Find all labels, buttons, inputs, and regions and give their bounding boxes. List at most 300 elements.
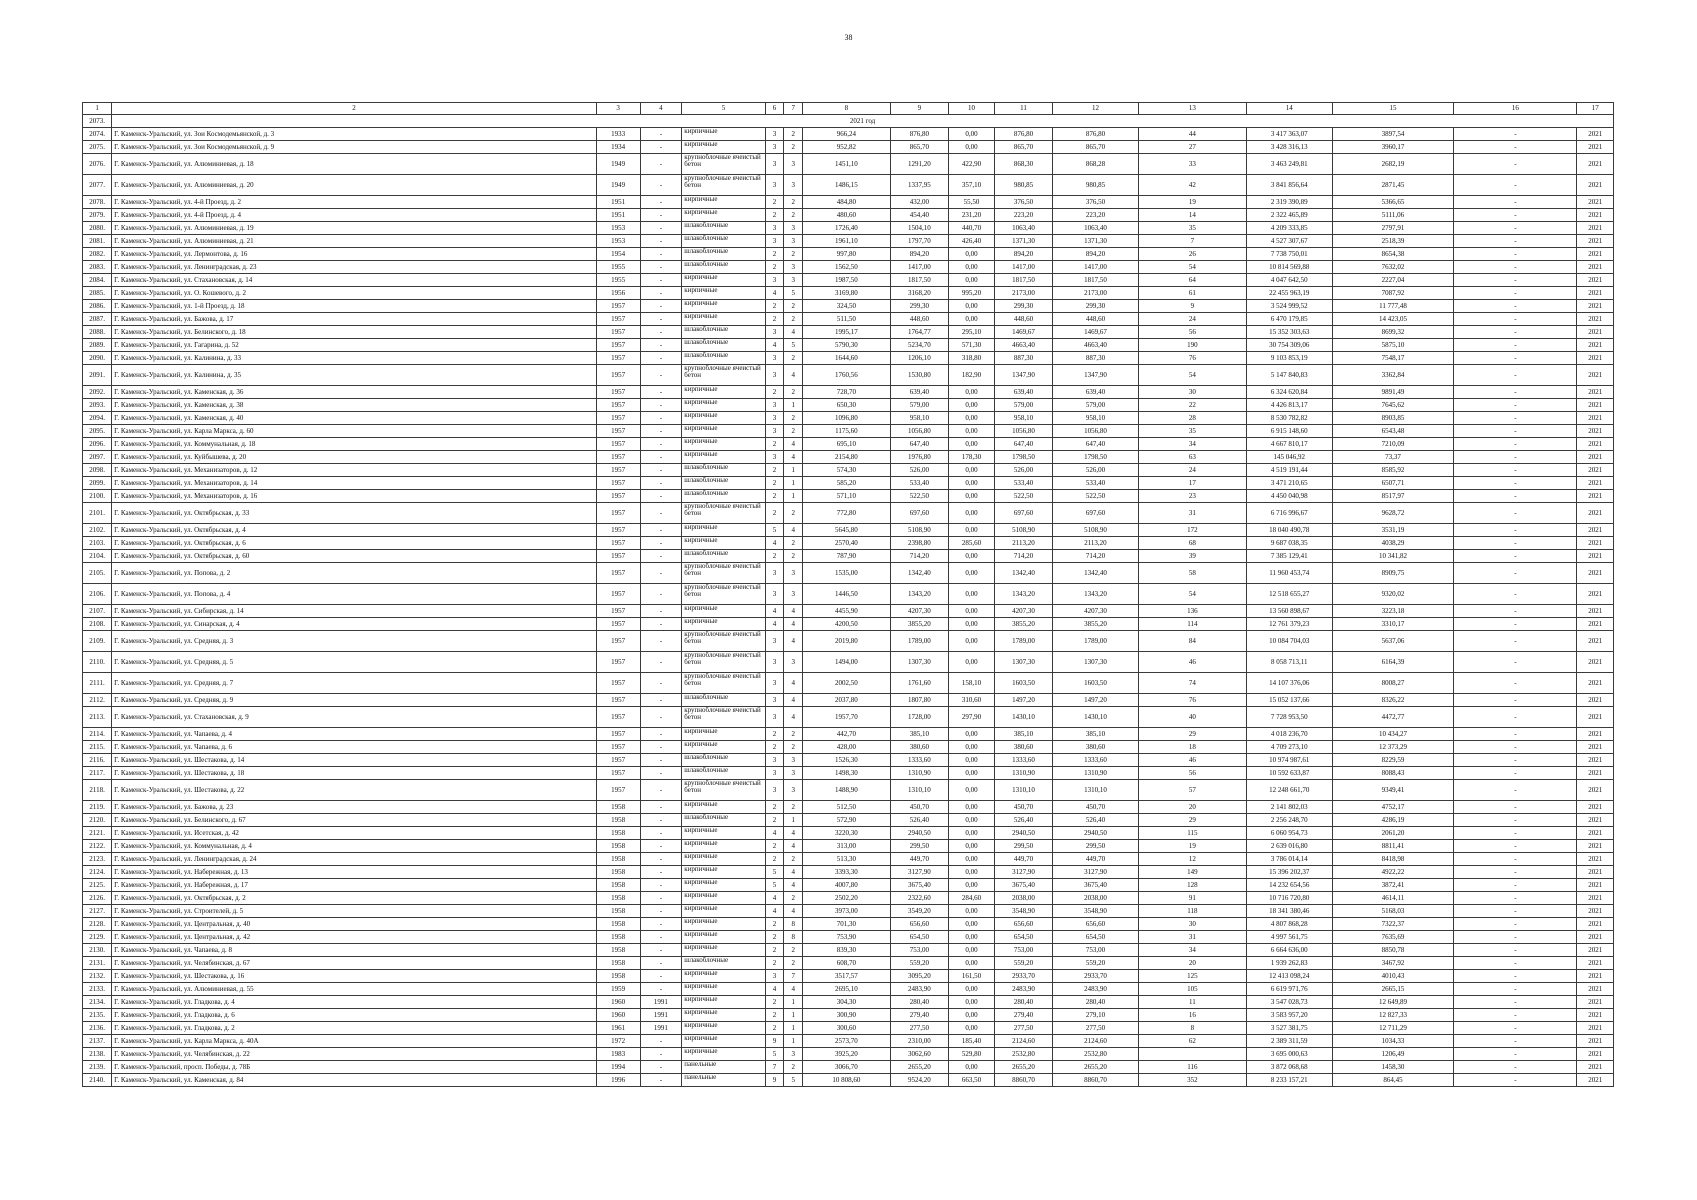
cell-floors: 2 — [765, 996, 784, 1009]
cell-address: Г. Каменск-Уральский, ул. Средняя, д. 5 — [112, 652, 597, 673]
cell-plan-year: 2021 — [1577, 694, 1614, 707]
cell-plan-year: 2021 — [1577, 767, 1614, 780]
cell-residential-area-owned: 1056,80 — [1053, 425, 1138, 438]
cell-living-area: 2940,50 — [890, 827, 948, 840]
cell-total-area: 650,30 — [803, 399, 891, 412]
cell-nonresidential-area: 178,30 — [949, 451, 995, 464]
cell-plan-year: 2021 — [1577, 1048, 1614, 1061]
cell-total-area: 2154,80 — [803, 451, 891, 464]
cell-cost-per-sqm: 8850,78 — [1332, 944, 1454, 957]
cell-row-number: 2128. — [83, 918, 112, 931]
cell-year-built: 1957 — [596, 780, 640, 801]
table-row — [83, 141, 1614, 154]
cell-residential-area: 448,60 — [994, 313, 1052, 326]
cell-total-area: 3169,80 — [803, 287, 891, 300]
cell-total-area: 1644,60 — [803, 352, 891, 365]
table-row — [83, 235, 1614, 248]
cell-plan-year: 2021 — [1577, 801, 1614, 814]
cell-residential-area: 526,40 — [994, 814, 1052, 827]
cell-residential-area: 449,70 — [994, 853, 1052, 866]
cell-living-area: 656,60 — [890, 918, 948, 931]
cell-residential-area-owned: 1798,50 — [1053, 451, 1138, 464]
cell-plan-year: 2021 — [1577, 905, 1614, 918]
cell-entrances: 3 — [784, 235, 803, 248]
cell-deadline-note: - — [1454, 209, 1577, 222]
cell-entrances: 4 — [784, 438, 803, 451]
cell-cost-per-sqm: 14 423,05 — [1332, 313, 1454, 326]
cell-year-reconstruction: - — [640, 209, 682, 222]
cell-nonresidential-area: 0,00 — [949, 827, 995, 840]
cell-floors: 4 — [765, 983, 784, 996]
cell-wall-material: кирпичные — [682, 605, 765, 618]
table-row — [83, 274, 1614, 287]
table-row — [83, 300, 1614, 313]
cell-wall-material: крупноблочные ячеистый бетон — [682, 652, 765, 673]
cell-row-number: 2121. — [83, 827, 112, 840]
cell-plan-year: 2021 — [1577, 563, 1614, 584]
cell-residential-area-owned: 8860,70 — [1053, 1074, 1138, 1087]
cell-row-number: 2083. — [83, 261, 112, 274]
cell-address: Г. Каменск-Уральский, ул. Стахановская, д. 9 — [112, 707, 597, 728]
cell-wall-material: кирпичные — [682, 840, 765, 853]
cell-nonresidential-area: 0,00 — [949, 866, 995, 879]
cell-nonresidential-area: 571,30 — [949, 339, 995, 352]
cell-floors: 2 — [765, 464, 784, 477]
cell-total-area: 313,00 — [803, 840, 891, 853]
table-row — [83, 631, 1614, 652]
cell-wall-material: шлакоблочные — [682, 814, 765, 827]
cell-plan-year: 2021 — [1577, 853, 1614, 866]
column-number-cell: 2 — [112, 103, 597, 115]
cell-cost-per-sqm: 8903,85 — [1332, 412, 1454, 425]
cell-cost-per-sqm: 8517,97 — [1332, 490, 1454, 503]
cell-nonresidential-area: 0,00 — [949, 524, 995, 537]
cell-living-area: 1307,30 — [890, 652, 948, 673]
cell-total-area: 1488,90 — [803, 780, 891, 801]
cell-entrances: 1 — [784, 1035, 803, 1048]
cell-residents: 19 — [1138, 196, 1246, 209]
cell-wall-material: шлакоблочные — [682, 261, 765, 274]
cell-year-built: 1958 — [596, 918, 640, 931]
cell-deadline-note: - — [1454, 827, 1577, 840]
cell-wall-material: шлакоблочные — [682, 767, 765, 780]
cell-plan-year: 2021 — [1577, 918, 1614, 931]
cell-living-area: 1817,50 — [890, 274, 948, 287]
cell-residential-area-owned: 299,50 — [1053, 840, 1138, 853]
cell-entrances: 2 — [784, 141, 803, 154]
cell-plan-year: 2021 — [1577, 840, 1614, 853]
cell-wall-material: шлакоблочные — [682, 754, 765, 767]
cell-living-area: 865,70 — [890, 141, 948, 154]
cell-year-built: 1957 — [596, 673, 640, 694]
cell-deadline-note: - — [1454, 957, 1577, 970]
cell-deadline-note: - — [1454, 905, 1577, 918]
cell-floors: 3 — [765, 584, 784, 605]
cell-floors: 3 — [765, 673, 784, 694]
cell-deadline-note: - — [1454, 563, 1577, 584]
cell-year-reconstruction: 1991 — [640, 1009, 682, 1022]
cell-residential-area-owned: 894,20 — [1053, 248, 1138, 261]
cell-living-area: 3549,20 — [890, 905, 948, 918]
cell-address: Г. Каменск-Уральский, ул. Центральная, д. 40 — [112, 918, 597, 931]
cell-plan-year: 2021 — [1577, 631, 1614, 652]
cell-total-area: 1957,70 — [803, 707, 891, 728]
cell-cost-per-sqm: 8008,27 — [1332, 673, 1454, 694]
cell-address: Г. Каменск-Уральский, ул. Белинского, д. 18 — [112, 326, 597, 339]
cell-year-built: 1959 — [596, 983, 640, 996]
cell-wall-material: крупноблочные ячеистый бетон — [682, 780, 765, 801]
table-row — [83, 728, 1614, 741]
cell-plan-year: 2021 — [1577, 741, 1614, 754]
cell-residents: 54 — [1138, 584, 1246, 605]
cell-plan-year: 2021 — [1577, 1061, 1614, 1074]
cell-address: Г. Каменск-Уральский, ул. Челябинская, д. 67 — [112, 957, 597, 970]
cell-total-area: 3973,00 — [803, 905, 891, 918]
cell-nonresidential-area: 0,00 — [949, 840, 995, 853]
cell-year-reconstruction: - — [640, 605, 682, 618]
cell-residential-area-owned: 299,30 — [1053, 300, 1138, 313]
cell-address: Г. Каменск-Уральский, ул. Ленинградская, д. 24 — [112, 853, 597, 866]
cell-row-number: 2122. — [83, 840, 112, 853]
cell-address: Г. Каменск-Уральский, ул. Каменская, д. 36 — [112, 386, 597, 399]
cell-address: Г. Каменск-Уральский, ул. Шестакова, д. 22 — [112, 780, 597, 801]
cell-nonresidential-area: 0,00 — [949, 605, 995, 618]
cell-residential-area: 1798,50 — [994, 451, 1052, 464]
cell-address: Г. Каменск-Уральский, ул. Механизаторов, д. 14 — [112, 477, 597, 490]
cell-nonresidential-area: 0,00 — [949, 996, 995, 1009]
cell-year-reconstruction: - — [640, 386, 682, 399]
cell-year-built: 1957 — [596, 707, 640, 728]
cell-living-area: 522,50 — [890, 490, 948, 503]
cell-address: Г. Каменск-Уральский, ул. Лермонтова, д. 16 — [112, 248, 597, 261]
cell-floors: 2 — [765, 313, 784, 326]
cell-living-area: 1056,80 — [890, 425, 948, 438]
cell-nonresidential-area: 529,80 — [949, 1048, 995, 1061]
cell-wall-material: кирпичные — [682, 209, 765, 222]
table-row — [83, 209, 1614, 222]
cell-deadline-note: - — [1454, 537, 1577, 550]
cell-total-area: 4455,90 — [803, 605, 891, 618]
cell-deadline-note: - — [1454, 365, 1577, 386]
cell-repair-cost: 4 807 868,28 — [1247, 918, 1332, 931]
cell-repair-cost: 6 060 954,73 — [1247, 827, 1332, 840]
cell-nonresidential-area: 0,00 — [949, 957, 995, 970]
cell-cost-per-sqm: 4038,29 — [1332, 537, 1454, 550]
cell-address: Г. Каменск-Уральский, ул. 1-й Проезд, д. 18 — [112, 300, 597, 313]
cell-wall-material: кирпичные — [682, 196, 765, 209]
cell-wall-material: кирпичные — [682, 313, 765, 326]
cell-deadline-note: - — [1454, 175, 1577, 196]
table-row — [83, 339, 1614, 352]
cell-entrances: 2 — [784, 352, 803, 365]
cell-year-reconstruction: 1991 — [640, 1022, 682, 1035]
cell-residents: 118 — [1138, 905, 1246, 918]
cell-deadline-note: - — [1454, 1061, 1577, 1074]
cell-living-area: 5108,90 — [890, 524, 948, 537]
cell-residential-area: 1343,20 — [994, 584, 1052, 605]
cell-cost-per-sqm: 10 434,27 — [1332, 728, 1454, 741]
cell-repair-cost: 15 396 202,37 — [1247, 866, 1332, 879]
cell-deadline-note: - — [1454, 931, 1577, 944]
cell-residential-area-owned: 3548,90 — [1053, 905, 1138, 918]
cell-wall-material: шлакоблочные — [682, 222, 765, 235]
cell-repair-cost: 1 939 262,83 — [1247, 957, 1332, 970]
cell-cost-per-sqm: 2665,15 — [1332, 983, 1454, 996]
cell-wall-material: кирпичные — [682, 451, 765, 464]
table-row — [83, 248, 1614, 261]
cell-floors: 4 — [765, 892, 784, 905]
cell-residents: 12 — [1138, 853, 1246, 866]
cell-residential-area: 2173,00 — [994, 287, 1052, 300]
cell-total-area: 2695,10 — [803, 983, 891, 996]
cell-entrances: 3 — [784, 652, 803, 673]
table-row — [83, 128, 1614, 141]
table-row — [83, 1009, 1614, 1022]
cell-total-area: 997,80 — [803, 248, 891, 261]
cell-wall-material: кирпичные — [682, 438, 765, 451]
cell-wall-material: шлакоблочные — [682, 248, 765, 261]
cell-repair-cost: 2 256 248,70 — [1247, 814, 1332, 827]
cell-entrances: 4 — [784, 707, 803, 728]
cell-deadline-note: - — [1454, 618, 1577, 631]
cell-row-number: 2089. — [83, 339, 112, 352]
cell-row-number: 2082. — [83, 248, 112, 261]
cell-living-area: 526,00 — [890, 464, 948, 477]
cell-living-area: 2398,80 — [890, 537, 948, 550]
cell-row-number: 2084. — [83, 274, 112, 287]
cell-entrances: 1 — [784, 490, 803, 503]
column-number-cell: 12 — [1053, 103, 1138, 115]
cell-residential-area: 1347,90 — [994, 365, 1052, 386]
cell-residential-area-owned: 2173,00 — [1053, 287, 1138, 300]
cell-year-reconstruction: - — [640, 892, 682, 905]
cell-deadline-note: - — [1454, 141, 1577, 154]
cell-nonresidential-area: 0,00 — [949, 503, 995, 524]
cell-address: Г. Каменск-Уральский, просп. Победы, д. 78Б — [112, 1061, 597, 1074]
cell-residents: 8 — [1138, 1022, 1246, 1035]
cell-total-area: 3066,70 — [803, 1061, 891, 1074]
cell-residential-area: 1430,10 — [994, 707, 1052, 728]
table-row — [83, 840, 1614, 853]
cell-floors: 2 — [765, 438, 784, 451]
cell-plan-year: 2021 — [1577, 605, 1614, 618]
column-number-cell: 13 — [1138, 103, 1246, 115]
cell-wall-material: кирпичные — [682, 879, 765, 892]
column-number-cell: 4 — [640, 103, 682, 115]
cell-residential-area: 522,50 — [994, 490, 1052, 503]
column-number-cell: 11 — [994, 103, 1052, 115]
cell-cost-per-sqm: 5875,10 — [1332, 339, 1454, 352]
cell-residential-area: 656,60 — [994, 918, 1052, 931]
cell-nonresidential-area: 231,20 — [949, 209, 995, 222]
cell-living-area: 3675,40 — [890, 879, 948, 892]
cell-row-number: 2115. — [83, 741, 112, 754]
table-row — [83, 1061, 1614, 1074]
cell-entrances: 4 — [784, 605, 803, 618]
cell-wall-material: кирпичные — [682, 618, 765, 631]
cell-total-area: 4200,50 — [803, 618, 891, 631]
cell-row-number: 2094. — [83, 412, 112, 425]
cell-year-reconstruction: - — [640, 261, 682, 274]
cell-cost-per-sqm: 3310,17 — [1332, 618, 1454, 631]
cell-nonresidential-area: 357,10 — [949, 175, 995, 196]
cell-floors: 5 — [765, 524, 784, 537]
cell-cost-per-sqm: 2227,04 — [1332, 274, 1454, 287]
cell-residential-area: 2532,80 — [994, 1048, 1052, 1061]
cell-entrances: 2 — [784, 412, 803, 425]
cell-residential-area-owned: 579,00 — [1053, 399, 1138, 412]
cell-deadline-note: - — [1454, 652, 1577, 673]
cell-year-built: 1957 — [596, 326, 640, 339]
cell-plan-year: 2021 — [1577, 399, 1614, 412]
cell-plan-year: 2021 — [1577, 365, 1614, 386]
cell-residential-area: 2038,00 — [994, 892, 1052, 905]
cell-wall-material: шлакоблочные — [682, 694, 765, 707]
cell-deadline-note: - — [1454, 196, 1577, 209]
cell-cost-per-sqm: 8654,38 — [1332, 248, 1454, 261]
cell-total-area: 511,50 — [803, 313, 891, 326]
cell-plan-year: 2021 — [1577, 128, 1614, 141]
table-row — [83, 287, 1614, 300]
cell-entrances: 2 — [784, 550, 803, 563]
cell-total-area: 753,90 — [803, 931, 891, 944]
cell-row-number: 2112. — [83, 694, 112, 707]
cell-plan-year: 2021 — [1577, 451, 1614, 464]
cell-cost-per-sqm: 73,37 — [1332, 451, 1454, 464]
cell-total-area: 513,30 — [803, 853, 891, 866]
cell-residents: 63 — [1138, 451, 1246, 464]
cell-nonresidential-area: 0,00 — [949, 814, 995, 827]
cell-repair-cost: 3 872 068,68 — [1247, 1061, 1332, 1074]
cell-deadline-note: - — [1454, 274, 1577, 287]
cell-row-number: 2134. — [83, 996, 112, 1009]
cell-total-area: 1535,00 — [803, 563, 891, 584]
cell-repair-cost: 4 519 191,44 — [1247, 464, 1332, 477]
cell-floors: 5 — [765, 879, 784, 892]
cell-address: Г. Каменск-Уральский, ул. Алюминиевая, д. 21 — [112, 235, 597, 248]
cell-address: Г. Каменск-Уральский, ул. Каменская, д. 84 — [112, 1074, 597, 1087]
cell-total-area: 1486,15 — [803, 175, 891, 196]
cell-residential-area-owned: 522,50 — [1053, 490, 1138, 503]
cell-plan-year: 2021 — [1577, 537, 1614, 550]
cell-wall-material: кирпичные — [682, 905, 765, 918]
cell-entrances: 3 — [784, 584, 803, 605]
cell-year-built: 1957 — [596, 741, 640, 754]
cell-row-number: 2138. — [83, 1048, 112, 1061]
column-number-cell: 3 — [596, 103, 640, 115]
cell-floors: 3 — [765, 365, 784, 386]
cell-living-area: 1764,77 — [890, 326, 948, 339]
cell-floors: 2 — [765, 944, 784, 957]
cell-entrances: 4 — [784, 673, 803, 694]
cell-living-area: 3168,20 — [890, 287, 948, 300]
cell-repair-cost: 15 352 303,63 — [1247, 326, 1332, 339]
cell-living-area: 3095,20 — [890, 970, 948, 983]
cell-plan-year: 2021 — [1577, 490, 1614, 503]
cell-year-reconstruction: - — [640, 274, 682, 287]
cell-living-area: 3855,20 — [890, 618, 948, 631]
cell-entrances: 3 — [784, 175, 803, 196]
cell-residential-area: 1307,30 — [994, 652, 1052, 673]
cell-residents: 56 — [1138, 326, 1246, 339]
cell-floors: 2 — [765, 853, 784, 866]
cell-wall-material: кирпичные — [682, 983, 765, 996]
table-row — [83, 892, 1614, 905]
cell-row-number: 2108. — [83, 618, 112, 631]
cell-cost-per-sqm: 12 711,29 — [1332, 1022, 1454, 1035]
cell-living-area: 3062,60 — [890, 1048, 948, 1061]
cell-wall-material: шлакоблочные — [682, 957, 765, 970]
cell-repair-cost: 6 470 179,85 — [1247, 313, 1332, 326]
cell-year-reconstruction: - — [640, 1061, 682, 1074]
cell-nonresidential-area: 0,00 — [949, 128, 995, 141]
cell-residents: 116 — [1138, 1061, 1246, 1074]
cell-plan-year: 2021 — [1577, 248, 1614, 261]
cell-deadline-note: - — [1454, 983, 1577, 996]
cell-plan-year: 2021 — [1577, 814, 1614, 827]
cell-deadline-note: - — [1454, 1022, 1577, 1035]
cell-repair-cost: 6 664 636,00 — [1247, 944, 1332, 957]
cell-residential-area: 1056,80 — [994, 425, 1052, 438]
cell-entrances: 4 — [784, 840, 803, 853]
cell-living-area: 385,10 — [890, 728, 948, 741]
cell-year-built: 1957 — [596, 386, 640, 399]
cell-cost-per-sqm: 4614,11 — [1332, 892, 1454, 905]
cell-repair-cost: 9 103 853,19 — [1247, 352, 1332, 365]
table-row — [83, 652, 1614, 673]
cell-address: Г. Каменск-Уральский, ул. Октябрьская, д. 4 — [112, 524, 597, 537]
cell-nonresidential-area: 0,00 — [949, 879, 995, 892]
cell-floors: 2 — [765, 1022, 784, 1035]
cell-residential-area: 3127,90 — [994, 866, 1052, 879]
cell-deadline-note: - — [1454, 287, 1577, 300]
cell-row-number: 2109. — [83, 631, 112, 652]
cell-total-area: 1451,10 — [803, 154, 891, 175]
cell-address: Г. Каменск-Уральский, ул. Карла Маркса, д. 60 — [112, 425, 597, 438]
table-row — [83, 707, 1614, 728]
cell-cost-per-sqm: 5168,03 — [1332, 905, 1454, 918]
cell-deadline-note: - — [1454, 477, 1577, 490]
cell-total-area: 3925,20 — [803, 1048, 891, 1061]
cell-row-number: 2100. — [83, 490, 112, 503]
cell-plan-year: 2021 — [1577, 386, 1614, 399]
cell-repair-cost: 10 592 633,87 — [1247, 767, 1332, 780]
cell-row-number: 2118. — [83, 780, 112, 801]
cell-floors: 3 — [765, 780, 784, 801]
cell-deadline-note: - — [1454, 300, 1577, 313]
cell-nonresidential-area: 158,10 — [949, 673, 995, 694]
cell-plan-year: 2021 — [1577, 673, 1614, 694]
cell-cost-per-sqm: 10 341,82 — [1332, 550, 1454, 563]
cell-residential-area: 526,00 — [994, 464, 1052, 477]
cell-entrances: 2 — [784, 248, 803, 261]
cell-residential-area-owned: 1817,50 — [1053, 274, 1138, 287]
cell-cost-per-sqm: 8585,92 — [1332, 464, 1454, 477]
cell-entrances: 4 — [784, 905, 803, 918]
cell-cost-per-sqm: 7632,02 — [1332, 261, 1454, 274]
cell-year-built: 1957 — [596, 477, 640, 490]
cell-address: Г. Каменск-Уральский, ул. Средняя, д. 9 — [112, 694, 597, 707]
cell-total-area: 5790,30 — [803, 339, 891, 352]
cell-address: Г. Каменск-Уральский, ул. Гладкова, д. 2 — [112, 1022, 597, 1035]
cell-plan-year: 2021 — [1577, 339, 1614, 352]
cell-entrances: 4 — [784, 983, 803, 996]
cell-residents: 46 — [1138, 652, 1246, 673]
table-row — [83, 780, 1614, 801]
cell-repair-cost: 15 052 137,66 — [1247, 694, 1332, 707]
cell-entrances: 4 — [784, 365, 803, 386]
cell-living-area: 380,60 — [890, 741, 948, 754]
